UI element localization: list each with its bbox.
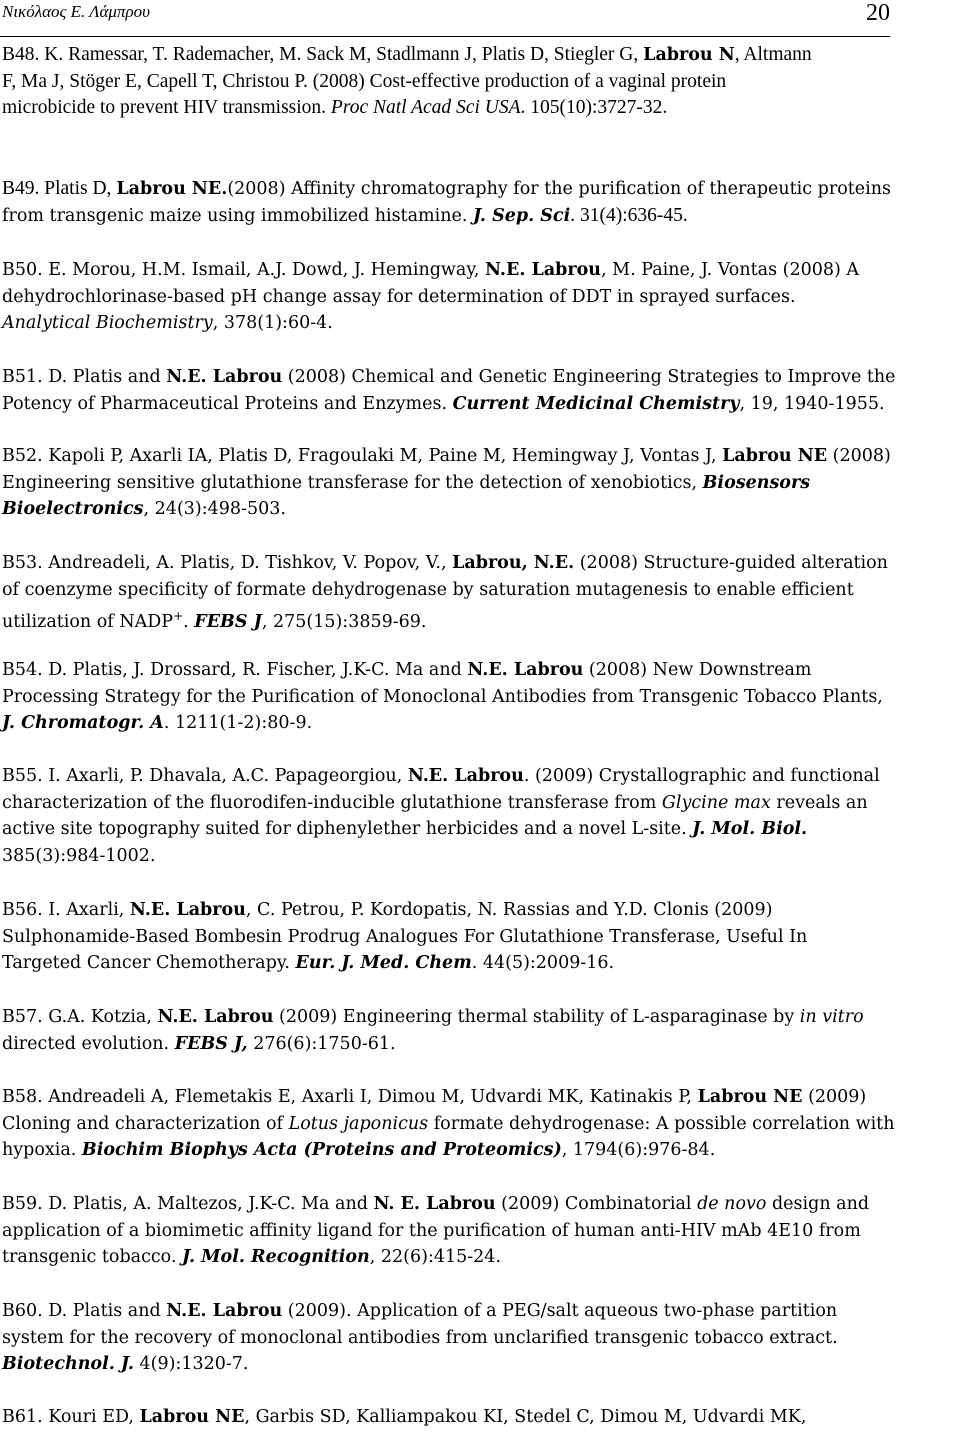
ref-text: Targeted Cancer Chemotherapy. <box>2 953 296 973</box>
reference-b60 <box>2 1298 960 1378</box>
ref-line <box>2 257 960 284</box>
ref-line: Processing Strategy for the Purification of Monoclonal Antibodies from Transgenic Tobacco Plants, <box>2 686 883 707</box>
journal-name: Biotechnol. J. <box>2 1354 134 1374</box>
ref-text: transgenic tobacco. <box>2 1247 183 1267</box>
species-name: Glycine max <box>661 792 771 813</box>
author-highlight: N.E. Labrou <box>467 660 584 680</box>
ref-text: 276(6):1750-61. <box>247 1033 396 1054</box>
ref-text: , 378(1):60-4. <box>212 313 333 333</box>
ref-text: B54. D. Platis, J. Drossard, R. Fischer, J.K-C. Ma and <box>2 660 468 680</box>
ref-line <box>2 310 960 337</box>
ref-text: B57. G.A. Kotzia, <box>2 1007 158 1027</box>
ref-line: application of a biomimetic affinity ligand for the purification of human anti-HIV mAb 4E10 from <box>2 1220 861 1241</box>
ref-text: B53. Andreadeli, A. Platis, D. Tishkov, V. Popov, V., <box>2 553 453 573</box>
ref-line: 385(3):984-1002. <box>2 845 156 866</box>
ref-text: active site topography suited for diphenylether herbicides and a novel L-site. <box>2 819 693 839</box>
reference-b57 <box>2 1004 960 1057</box>
page-header <box>0 0 890 37</box>
reference-b53 <box>2 550 960 635</box>
author-highlight: Labrou NE <box>139 1407 245 1427</box>
author-highlight: N. E. Labrou <box>373 1194 496 1214</box>
journal-name: J. Mol. Recognition <box>182 1247 370 1267</box>
ref-line <box>2 1298 960 1325</box>
author-highlight: N.E. Labrou <box>157 1007 274 1027</box>
ref-text: , 19, 1940-1955. <box>739 393 885 414</box>
ref-line: system for the recovery of monoclonal antibodies from unclarified transgenic tobacco extract. <box>2 1327 838 1348</box>
ref-text: , Altmann <box>734 44 812 65</box>
ref-line <box>2 710 960 737</box>
ref-text: , C. Petrou, P. Kordopatis, N. Rassias and Y.D. Clonis (2009) <box>245 900 773 920</box>
ref-text: , 24(3):498-503. <box>143 499 286 519</box>
ref-line <box>2 443 960 470</box>
ref-line <box>2 1244 960 1271</box>
reference-b59 <box>2 1191 960 1271</box>
ref-text: B50. E. Morou, H.M. Ismail, A.J. Dowd, J. Hemingway, <box>2 260 486 280</box>
ref-text: (2009). Application of a PEG/salt aqueous two-phase partition <box>282 1301 838 1321</box>
ref-text: , 275(15):3859-69. <box>261 611 427 632</box>
ref-line <box>2 391 960 418</box>
ref-text: (2008) Affinity chromatography for the purification of therapeutic proteins <box>227 179 891 199</box>
ref-line <box>2 470 960 497</box>
ref-text: formate dehydrogenase: A possible correlation with <box>428 1113 895 1134</box>
journal-name: FEBS J <box>194 611 262 632</box>
ref-text: (2009) <box>802 1087 867 1107</box>
ref-line <box>2 364 960 391</box>
ref-line <box>2 657 960 684</box>
ref-text: 4(9):1320-7. <box>133 1354 249 1374</box>
journal-name: FEBS J, <box>174 1033 248 1054</box>
ref-text: B60. D. Platis and <box>2 1301 167 1321</box>
reference-b58 <box>2 1084 960 1164</box>
ref-line <box>2 550 960 577</box>
latin-term: de novo <box>697 1194 767 1214</box>
ref-text: (2008) Chemical and Genetic Engineering Strategies to Improve the <box>282 367 896 387</box>
journal-name: J. Sep. Sci <box>472 205 571 226</box>
reference-b56 <box>2 897 960 977</box>
latin-term: in vitro <box>799 1007 864 1027</box>
ref-line <box>2 203 960 230</box>
ref-text: design and <box>766 1194 870 1214</box>
journal-name: Biochim Biophys Acta (Proteins and Proteomics) <box>81 1140 562 1160</box>
author-highlight: N.E. Labrou <box>129 900 246 920</box>
reference-b55 <box>2 763 960 869</box>
author-highlight: Labrou, N.E. <box>452 553 575 573</box>
reference-b49 <box>2 176 960 229</box>
reference-b48 <box>2 42 960 122</box>
ref-text: , 22(6):415-24. <box>369 1247 502 1267</box>
reference-b61 <box>2 1404 960 1431</box>
ref-text: . 44(5):2009-16. <box>471 953 615 973</box>
ref-text: (2008) New Downstream <box>583 660 812 680</box>
ref-line <box>2 1111 960 1138</box>
page-number: 20 <box>866 0 890 26</box>
ref-text: microbicide to prevent HIV transmission. <box>2 97 331 118</box>
ref-line <box>2 1191 960 1218</box>
ref-line <box>2 603 960 635</box>
journal-name: J. Mol. Biol. <box>692 819 808 839</box>
superscript: + <box>173 609 184 623</box>
journal-name: Eur. J. Med. Chem <box>295 953 472 973</box>
ref-line <box>2 1004 960 1031</box>
ref-line: Sulphonamide-Based Bombesin Prodrug Analogues For Glutathione Transferase, Useful In <box>2 926 808 947</box>
ref-line <box>2 1084 960 1111</box>
reference-b52 <box>2 443 960 523</box>
species-name: Lotus japonicus <box>288 1113 429 1134</box>
ref-text: , 1794(6):976-84. <box>561 1140 716 1160</box>
ref-text: Cloning and characterization of <box>2 1113 289 1134</box>
ref-line <box>2 42 960 69</box>
ref-text: Engineering sensitive glutathione transferase for the detection of xenobiotics, <box>2 472 703 493</box>
ref-text: B55. I. Axarli, P. Dhavala, A.C. Papageorgiou, <box>2 766 408 786</box>
ref-line <box>2 790 960 817</box>
ref-text: , Garbis SD, Kalliampakou KI, Stedel C, Dimou M, Udvardi MK, <box>244 1407 807 1427</box>
author-highlight: N.E. Labrou <box>166 1301 283 1321</box>
ref-line <box>2 897 960 924</box>
ref-line <box>2 1031 960 1058</box>
author-highlight: N.E. Labrou <box>166 367 283 387</box>
ref-text: Potency of Pharmaceutical Proteins and Enzymes. <box>2 393 453 414</box>
ref-line <box>2 176 960 203</box>
journal-name: Bioelectronics <box>2 499 144 519</box>
ref-text: B61. Kouri ED, <box>2 1407 140 1427</box>
ref-text: from transgenic maize using immobilized histamine. <box>2 205 473 226</box>
ref-text: . (2009) Crystallographic and functional <box>523 766 880 786</box>
journal-name: Proc Natl Acad Sci USA <box>330 97 521 118</box>
ref-text: hypoxia. <box>2 1140 82 1160</box>
ref-text: B52. Kapoli P, Axarli IA, Platis D, Fragoulaki M, Paine M, Hemingway J, Vontas J, <box>2 446 723 466</box>
ref-text: (2008) Structure-guided alteration <box>574 553 888 573</box>
ref-line <box>2 1137 960 1164</box>
ref-text: (2008) <box>827 446 891 466</box>
author-highlight: Labrou NE. <box>116 179 228 199</box>
ref-text: . 1211(1-2):80-9. <box>163 713 313 733</box>
reference-b54 <box>2 657 960 737</box>
journal-name: J. Chromatogr. A <box>2 713 164 733</box>
author-highlight: N.E. Labrou <box>485 260 602 280</box>
ref-line: of coenzyme specificity of formate dehydrogenase by saturation mutagenesis to enable efficient <box>2 579 854 600</box>
ref-text: B49. Platis D, <box>2 178 117 199</box>
ref-text: (2009) Engineering thermal stability of L-asparaginase by <box>273 1007 800 1027</box>
ref-line <box>2 1404 960 1431</box>
ref-line <box>2 95 960 122</box>
ref-text: . 31(4):636-45. <box>570 204 688 226</box>
author-highlight: Labrou NE <box>722 446 828 466</box>
reference-b51 <box>2 364 960 417</box>
journal-name: Biosensors <box>702 472 811 493</box>
running-header-author: Νικόλαος Ε. Λάμπρου <box>2 2 150 21</box>
ref-text: directed evolution. <box>2 1033 175 1054</box>
reference-b50 <box>2 257 960 337</box>
author-highlight: Labrou NE <box>697 1087 803 1107</box>
ref-text: B59. D. Platis, A. Maltezos, J.K-C. Ma and <box>2 1194 374 1214</box>
ref-line <box>2 763 960 790</box>
ref-text: . 105(10):3727-32. <box>520 97 668 118</box>
author-highlight: Labrou N <box>643 45 735 65</box>
ref-line: F, Ma J, Stöger E, Capell T, Christou P. (2008) Cost-effective production of a vaginal protein <box>2 70 727 92</box>
ref-line <box>2 496 960 523</box>
ref-line <box>2 816 960 843</box>
ref-text: utilization of NADP <box>2 611 174 632</box>
author-highlight: N.E. Labrou <box>407 766 524 786</box>
ref-text: B48. K. Ramessar, T. Rademacher, M. Sack M, Stadlmann J, Platis D, Stiegler G, <box>2 44 644 65</box>
ref-text: B56. I. Axarli, <box>2 900 130 920</box>
ref-text: reveals an <box>770 792 868 813</box>
journal-name: Current Medicinal Chemistry <box>452 393 740 414</box>
journal-name: Analytical Biochemistry <box>2 313 213 333</box>
ref-line <box>2 950 960 977</box>
ref-text: B51. D. Platis and <box>2 367 167 387</box>
ref-text: , M. Paine, J. Vontas (2008) A <box>601 260 860 280</box>
ref-text: characterization of the fluorodifen-inducible glutathione transferase from <box>2 792 662 813</box>
ref-line: dehydrochlorinase-based pH change assay for determination of DDT in sprayed surfaces. <box>2 286 796 307</box>
ref-text: . <box>183 611 195 632</box>
ref-text: (2009) Combinatorial <box>495 1194 698 1214</box>
ref-text: B58. Andreadeli A, Flemetakis E, Axarli I, Dimou M, Udvardi MK, Katinakis P, <box>2 1087 698 1107</box>
ref-line <box>2 1351 960 1378</box>
